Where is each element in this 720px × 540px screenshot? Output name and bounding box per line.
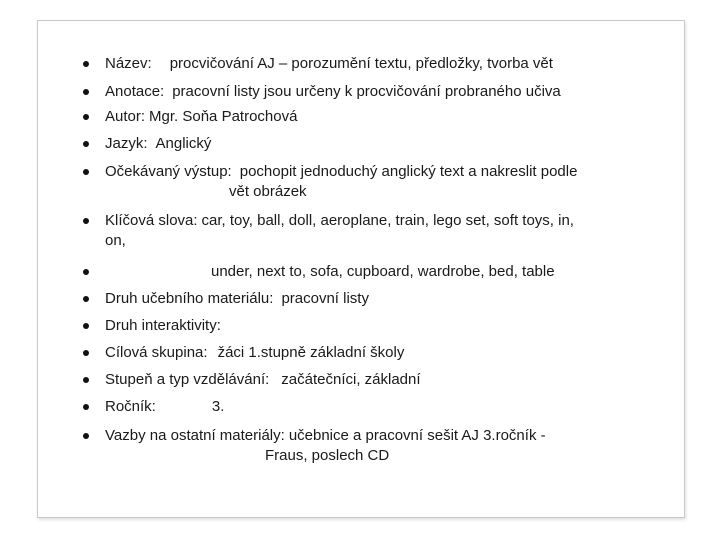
bullet-icon (83, 269, 89, 275)
item-label: Autor: (105, 108, 146, 125)
bullet-icon (83, 89, 89, 95)
item-text (105, 426, 546, 466)
item-text (105, 370, 421, 390)
bullet-icon (83, 377, 89, 383)
bullet-icon (83, 114, 89, 120)
item-value: Mgr. Soňa Patrochová (149, 108, 298, 125)
item-text (105, 134, 211, 154)
item-label: Vazby na ostatní materiály: (105, 427, 285, 444)
bullet-icon (83, 218, 89, 224)
bullet-icon (83, 323, 89, 329)
item-label: Klíčová slova: (105, 212, 198, 229)
item-value: pracovní listy (281, 290, 369, 307)
item-value-continuation: vět obrázek (229, 183, 307, 200)
item-label: Ročník: (105, 398, 156, 415)
item-value: žáci 1.stupně základní školy (217, 344, 405, 361)
item-text (105, 397, 224, 417)
bullet-icon (83, 169, 89, 175)
item-value: under, next to, sofa, cupboard, wardrobe, bed, table (211, 263, 555, 280)
item-value: 3. (211, 398, 225, 415)
bullet-icon (83, 350, 89, 356)
item-label: Očekávaný výstup: (105, 163, 232, 180)
item-label: Stupeň a typ vzdělávání: (105, 371, 270, 388)
item-label: Druh učebního materiálu: (105, 290, 274, 307)
item-value: Anglický (155, 135, 212, 152)
item-text (105, 343, 404, 363)
item-label: Anotace: (105, 83, 165, 100)
item-text (105, 289, 369, 309)
bullet-icon (83, 404, 89, 410)
item-text (105, 82, 561, 102)
item-text (105, 54, 553, 74)
item-label: Cílová skupina: (105, 344, 208, 361)
item-text (211, 262, 555, 282)
item-value: pracovní listy jsou určeny k procvičování probraného učiva (172, 83, 561, 100)
bullet-icon (83, 141, 89, 147)
bullet-icon (83, 61, 89, 67)
item-value-continuation: on, (105, 232, 126, 249)
item-value: procvičování AJ – porozumění textu, předložky, tvorba vět (169, 55, 553, 72)
item-value-continuation: Fraus, poslech CD (265, 447, 390, 464)
item-label: Druh interaktivity: (105, 317, 221, 334)
item-text (105, 162, 577, 202)
item-value: pochopit jednoduchý anglický text a nakreslit podle (239, 163, 578, 180)
bullet-icon (83, 296, 89, 302)
item-label: Název: (105, 55, 152, 72)
item-text (105, 107, 297, 127)
item-value: začátečníci, základní (281, 371, 421, 388)
item-label: Jazyk: (105, 135, 148, 152)
item-value: car, toy, ball, doll, aeroplane, train, lego set, soft toys, in, (201, 212, 574, 229)
bullet-icon (83, 433, 89, 439)
item-value: učebnice a pracovní sešit AJ 3.ročník - (288, 427, 546, 444)
item-text (105, 211, 574, 251)
item-text (105, 316, 221, 336)
